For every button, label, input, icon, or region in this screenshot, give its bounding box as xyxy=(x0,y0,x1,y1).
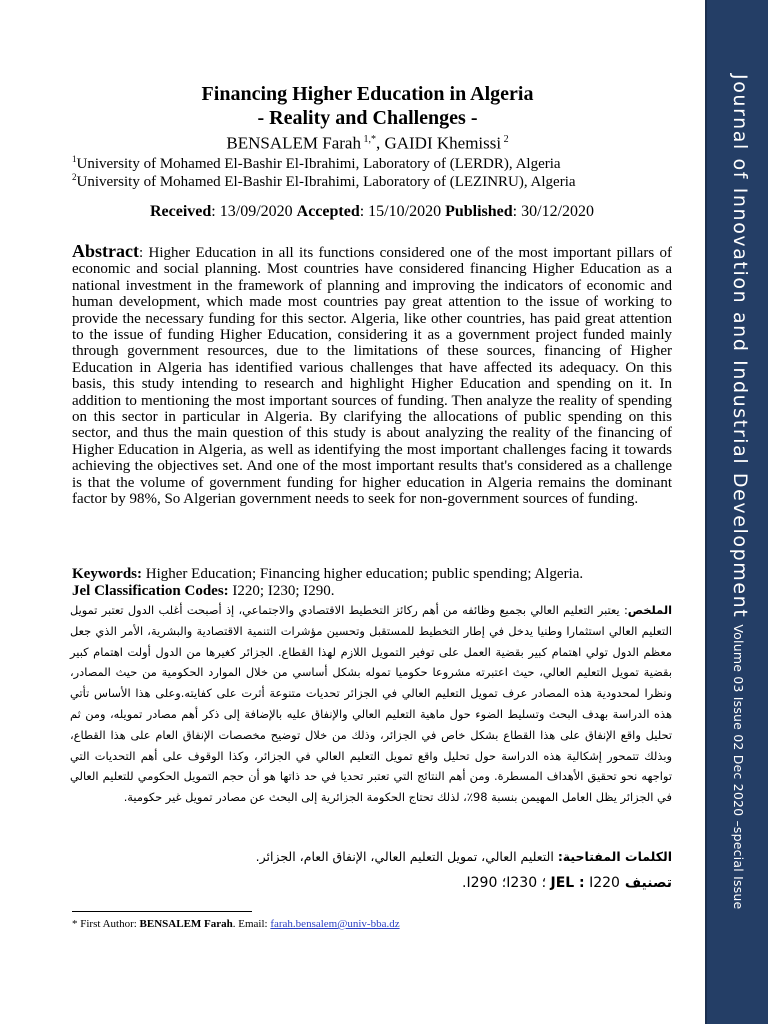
journal-side-text xyxy=(729,74,751,909)
arabic-keywords xyxy=(70,849,672,864)
author-email-link[interactable]: farah.bensalem@univ-bba.dz xyxy=(270,918,400,930)
affiliation-2-text: University of Mohamed El-Bashir El-Ibrahimi, Laboratory of (LEZINRU), Algeria xyxy=(76,174,576,190)
footnote-rule xyxy=(72,911,252,912)
arabic-abstract-label: الملخص xyxy=(627,603,672,617)
journal-issue-info: Volume 03 Issue 02 Dec 2020 –special Issue xyxy=(731,624,746,910)
arabic-abstract-separator: : xyxy=(619,603,628,617)
journal-side-band xyxy=(705,0,768,1024)
footnote xyxy=(72,918,400,930)
author-1-affiliation-mark: 1,* xyxy=(363,134,376,145)
title-block xyxy=(60,82,675,154)
publication-dates xyxy=(72,203,672,221)
footnote-email-label: . Email: xyxy=(232,918,271,930)
author-1: BENSALEM Farah xyxy=(226,133,361,153)
arabic-abstract xyxy=(70,600,672,808)
arabic-keywords-text: التعليم العالي، تمويل التعليم العالي، الإنفاق العام، الجزائر. xyxy=(255,849,558,864)
arabic-jel-text: I220 ؛ I230؛ I290. xyxy=(462,875,620,891)
jel-codes-label: Jel Classification Codes: xyxy=(72,583,229,599)
author-2-affiliation-mark: 2 xyxy=(503,134,509,145)
published-date: : 30/12/2020 xyxy=(512,203,595,220)
abstract-heading: Abstract xyxy=(72,241,139,261)
paper-title-line-2: - Reality and Challenges - xyxy=(257,107,478,129)
affiliation-1-number: 1 xyxy=(72,154,77,164)
author-2: GAIDI Khemissi xyxy=(384,133,502,153)
affiliation-2-number: 2 xyxy=(72,172,77,182)
accepted-label: Accepted xyxy=(296,203,360,220)
abstract-text: Higher Education in all its functions considered one of the most important pillars of economic and social planning. Most countries have considered financing Higher Education as a national investment in the framework of planning and improving the indicators of economic and human development, which made most countries pay great attention to the issue of working to provide the necessary funding for this sector. Algeria, like other countries, has paid great attention to the issue of funding Higher Education, considering it as a government project funded mainly through government resources, due to the limitations of these sources, financing of Higher Education in Algeria has identified various challenges that have affected its adequacy. On this basis, this study intending to research and highlight Higher Education and spending on it. In addition to mentioning the most important sources of funding. Then analyze the reality of spending on this sector in particular in Algeria. By clarifying the allocations of public spending on this sector, and thus the main question of this study is about analyzing the reality of the financing of Higher Education in Algeria, as well as identifying the most important challenges facing it towards achieving the objectives set. And one of the most important results that's considered as a challenge is that the volume of government funding for higher education in Algeria remains the dominant factor by 98%, So Algerian government needs to seek for non-government sources of funding. xyxy=(72,245,672,508)
jel-codes-line xyxy=(72,583,672,600)
author-separator: , xyxy=(375,133,385,153)
accepted-date: : 15/10/2020 xyxy=(359,203,446,220)
keywords-label: Keywords: xyxy=(72,566,142,582)
arabic-jel-codes xyxy=(70,875,672,891)
footnote-author: BENSALEM Farah xyxy=(139,918,233,930)
affiliation-2 xyxy=(72,168,576,191)
received-label: Received xyxy=(149,203,212,220)
arabic-jel-label: تصنيف JEL : xyxy=(550,875,672,891)
arabic-abstract-text: يعتبر التعليم العالي بجميع وظائفه من أهم ركائز التخطيط الاقتصادي والاجتماعي، إذ أصبحت أغلب الدول تعتبر تمويل التعليم العالي استثمارا وطنيا يدخل في إطار التخطيط للمستقبل وتحسين مؤشرات التنمية الاقتصادية والبشرية، الأمر الذي جعل معظم الدول تولي اهتمام كبير بقضية العمل على توفير التمويل اللازم لهذا القطاع. الجزائر كغيرها من الدول أولت اهتمام كبير بقضية تمويل التعليم العالي، حيث اعتبرته مشروعا حكوميا تموله بشكل أساسي من خلال الموارد الحكومية من حيث المصادر، ونظرا لمحدودية هذه المصادر عرف تمويل التعليم العالي في الجزائر تحديات متنوعة أثرت على كفايته.وعلى هذا الأساس تأتي هذه الدراسة بهدف البحث وتسليط الضوء حول ماهية التعليم العالي والإنفاق عليه بالإضافة إلى ذكر أهم مصادر تمويله، ومن ثم تحليل واقع الإنفاق على هذا القطاع بشكل خاص في الجزائر، وذلك من خلال توضيح مخصصات الإنفاق العام على هذا القطاع، وبذلك تتمحور إشكالية هذه الدراسة حول تحليل واقع تمويل التعليم العالي في الجزائر، وكذا الوقوف على أهم التحديات التي تواجهه نحو تحقيق الأهداف المسطرة. ومن أهم النتائج التي تعتبر تحديا في حد ذاتها هو أن حجم التمويل الحكومي للتعليم العالي في الجزائر يظل العامل المهيمن بنسبة 98٪، لذلك تحتاج الحكومة الجزائرية إلى البحث عن مصادر تمويل غير حكومية. xyxy=(70,603,672,805)
footnote-prefix: * First Author: xyxy=(72,918,140,930)
keywords-line xyxy=(72,566,672,583)
received-date: : 13/09/2020 xyxy=(211,203,297,220)
abstract-separator: : xyxy=(138,245,149,261)
jel-codes-text: I220; I230; I290. xyxy=(228,583,335,599)
journal-name: Journal of Innovation and Industrial Development xyxy=(729,74,751,619)
keywords-block xyxy=(72,566,672,600)
arabic-keywords-label: الكلمات المفتاحية: xyxy=(557,849,672,864)
paper-title-line-1: Financing Higher Education in Algeria xyxy=(201,83,534,105)
abstract xyxy=(72,243,672,508)
published-label: Published xyxy=(445,203,513,220)
affiliation-1-text: University of Mohamed El-Bashir El-Ibrahimi, Laboratory of (LERDR), Algeria xyxy=(76,156,561,172)
keywords-text: Higher Education; Financing higher education; public spending; Algeria. xyxy=(142,566,584,582)
